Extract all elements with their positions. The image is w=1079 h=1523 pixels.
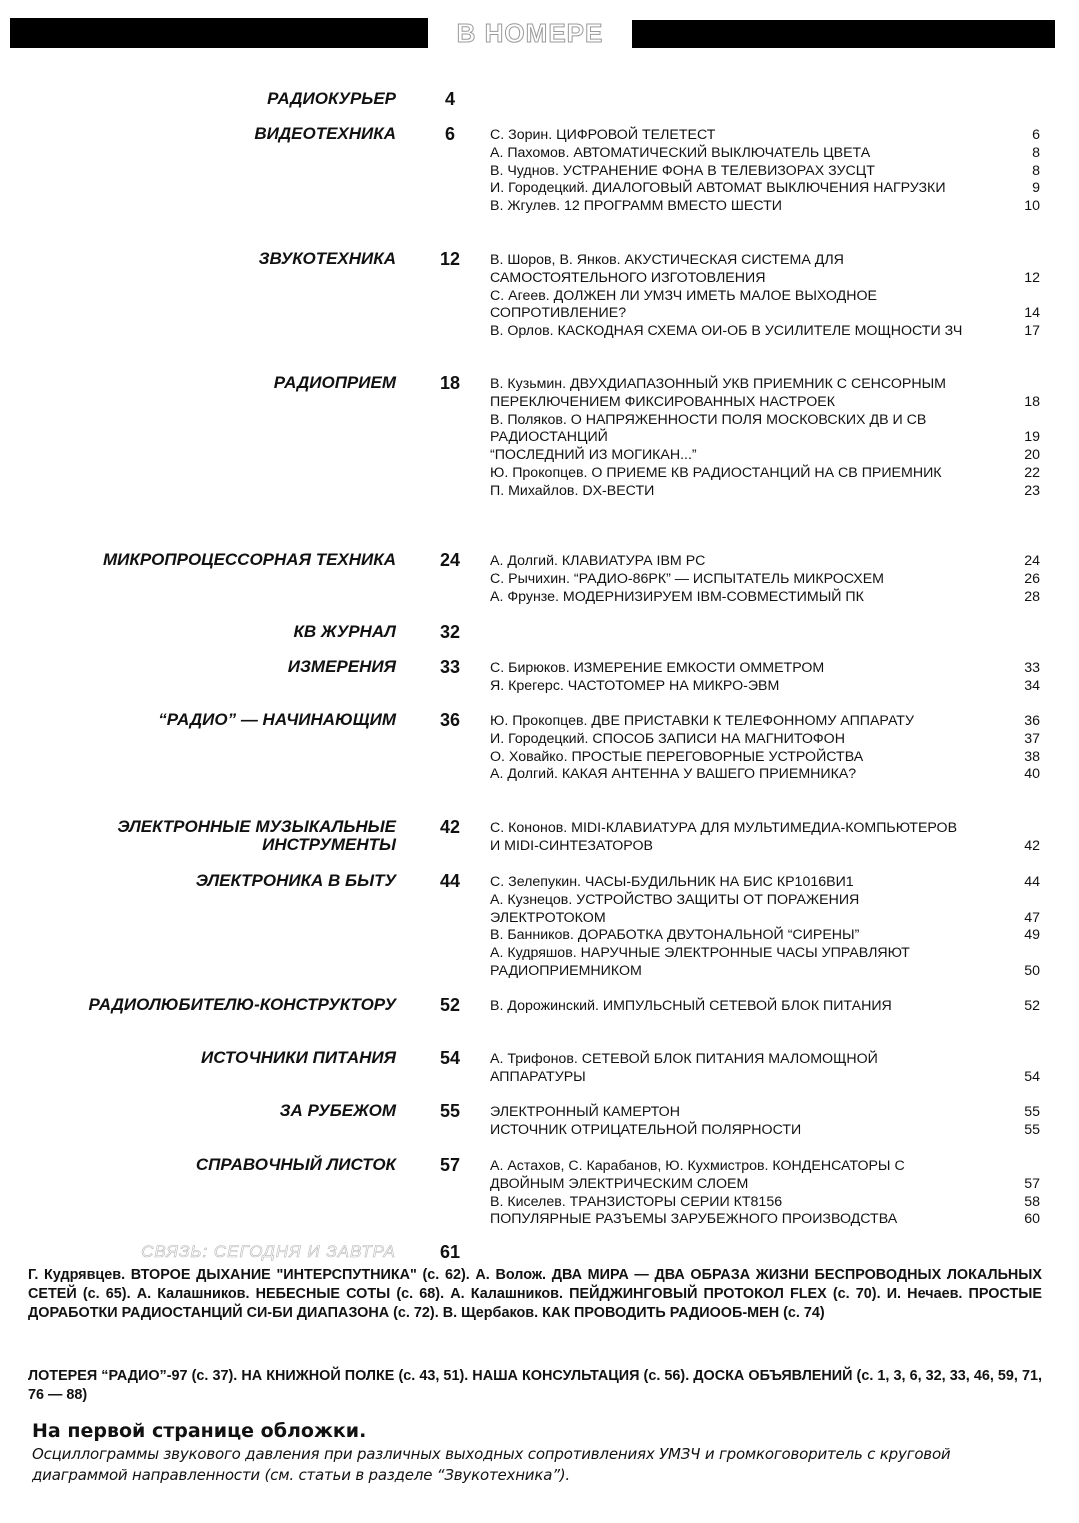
section-page: 4	[444, 89, 455, 109]
article-title: А. Долгий. КАКАЯ АНТЕННА У ВАШЕГО ПРИЕМНИКА?	[490, 766, 857, 783]
article-title: А. Пахомов. АВТОМАТИЧЕСКИЙ ВЫКЛЮЧАТЕЛЬ ЦВЕТА	[490, 144, 871, 161]
article-page: 6	[1032, 127, 1040, 143]
article-item[interactable]	[490, 571, 1040, 589]
article-title: В. Киселев. ТРАНЗИСТОРЫ СЕРИИ КТ8156	[490, 1193, 783, 1210]
article-page: 28	[1024, 588, 1040, 605]
article-item[interactable]	[490, 198, 1040, 216]
article-title: Я. Крегерс. ЧАСТОТОМЕР НА МИКРО-ЭВМ	[490, 677, 780, 694]
article-title: ЭЛЕКТРОННЫЙ КАМЕРТОН	[490, 1104, 680, 1120]
article-item[interactable]	[490, 892, 1040, 928]
section-page: 32	[439, 622, 461, 642]
article-page: 49	[1024, 927, 1040, 944]
article-title: А. Фрунзе. МОДЕРНИЗИРУЕМ IBM-СОВМЕСТИМЫЙ ПК	[490, 588, 864, 605]
article-page: 19	[1024, 429, 1040, 446]
article-item[interactable]	[490, 749, 1040, 767]
article-title: В. Жгулев. 12 ПРОГРАММ ВМЕСТО ШЕСТИ	[490, 198, 782, 215]
section-page: 12	[439, 249, 461, 269]
header-bar-left	[10, 18, 428, 48]
article-item[interactable]	[490, 553, 1040, 571]
article-list	[490, 127, 1040, 216]
article-list	[490, 1104, 1040, 1140]
article-page: 36	[1024, 713, 1040, 729]
article-list	[490, 874, 1040, 981]
section-name[interactable]: СВЯЗЬ: СЕГОДНЯ И ЗАВТРА	[141, 1242, 396, 1261]
article-item[interactable]	[490, 1122, 1040, 1140]
article-title: С. Рычихин. “РАДИО-86РК” — ИСПЫТАТЕЛЬ МИКРОСХЕМ	[490, 570, 884, 587]
article-page: 26	[1024, 570, 1040, 587]
article-list	[490, 1158, 1040, 1229]
article-item[interactable]	[490, 465, 1040, 483]
article-item[interactable]	[490, 1194, 1040, 1212]
article-title: И. Городецкий. СПОСОБ ЗАПИСИ НА МАГНИТОФОН	[490, 730, 845, 747]
article-page: 17	[1024, 323, 1040, 340]
article-title: С. Кононов. MIDI-КЛАВИАТУРА ДЛЯ МУЛЬТИМЕДИА-КОМПЬЮТЕРОВ И MIDI-СИНТЕЗАТОРОВ	[490, 820, 958, 854]
article-page: 55	[1024, 1104, 1040, 1120]
article-item[interactable]	[490, 252, 1040, 288]
article-page: 50	[1024, 962, 1040, 979]
article-title: С. Зорин. ЦИФРОВОЙ ТЕЛЕТЕСТ	[490, 127, 716, 143]
section-page: 36	[439, 710, 461, 730]
article-item[interactable]	[490, 127, 1040, 145]
article-page: 18	[1024, 393, 1040, 410]
article-title: С. Агеев. ДОЛЖЕН ЛИ УМЗЧ ИМЕТЬ МАЛОЕ ВЫХОДНОЕ СОПРОТИВЛЕНИЕ?	[490, 287, 877, 322]
article-title: С. Зелепукин. ЧАСЫ-БУДИЛЬНИК НА БИС КР1016ВИ1	[490, 874, 854, 890]
section-name[interactable]: КВ ЖУРНАЛ	[293, 622, 396, 641]
section-page: 33	[439, 657, 461, 677]
misc-rubrics: ЛОТЕРЕЯ “РАДИО”-97 (с. 37). НА КНИЖНОЙ ПОЛКЕ (с. 43, 51). НАША КОНСУЛЬТАЦИЯ (с. 56). ДОСКА ОБЪЯВЛЕНИЙ (с. 1, 3, 6, 32, 33, 46, 59, 71, 76 — 88)	[28, 1368, 1042, 1403]
article-list	[490, 820, 1040, 856]
article-title: О. Ховайко. ПРОСТЫЕ ПЕРЕГОВОРНЫЕ УСТРОЙСТВА	[490, 748, 864, 765]
article-item[interactable]	[490, 323, 1040, 341]
article-list	[490, 998, 1040, 1016]
section-page: 24	[439, 550, 461, 570]
article-page: 55	[1024, 1121, 1040, 1138]
article-title: В. Поляков. О НАПРЯЖЕННОСТИ ПОЛЯ МОСКОВСКИХ ДВ И СВ РАДИОСТАНЦИЙ	[490, 411, 927, 446]
cover-description: Осциллограммы звукового давления при различных выходных сопротивлениях УМЗЧ и громкоговоритель с круговой диаграммой направленности (см. статьи в разделе “Звукотехника”).	[32, 1445, 951, 1484]
article-page: 20	[1024, 447, 1040, 464]
section-page: 52	[439, 995, 461, 1015]
article-page: 42	[1024, 837, 1040, 854]
article-title: В. Чуднов. УСТРАНЕНИЕ ФОНА В ТЕЛЕВИЗОРАХ ЗУСЦТ	[490, 162, 875, 179]
section-page: 44	[439, 871, 461, 891]
article-item[interactable]	[490, 1211, 1040, 1229]
article-title: А. Долгий. КЛАВИАТУРА IBM PC	[490, 553, 706, 569]
article-page: 22	[1024, 464, 1040, 481]
article-title: В. Банников. ДОРАБОТКА ДВУТОНАЛЬНОЙ “СИРЕНЫ”	[490, 927, 860, 944]
article-page: 40	[1024, 766, 1040, 783]
article-title: ПОПУЛЯРНЫЕ РАЗЪЕМЫ ЗАРУБЕЖНОГО ПРОИЗВОДСТВА	[490, 1211, 898, 1228]
article-page: 12	[1024, 269, 1040, 286]
section-name[interactable]: МИКРОПРОЦЕССОРНАЯ ТЕХНИКА	[102, 550, 396, 569]
article-page: 34	[1024, 677, 1040, 694]
article-page: 8	[1032, 144, 1040, 161]
article-title: “ПОСЛЕДНИЙ ИЗ МОГИКАН...”	[490, 447, 697, 464]
article-page: 38	[1024, 748, 1040, 765]
section-page: 55	[439, 1101, 461, 1121]
article-item[interactable]	[490, 945, 1040, 981]
article-page: 60	[1024, 1211, 1040, 1228]
article-page: 52	[1024, 998, 1040, 1014]
article-page: 23	[1024, 482, 1040, 499]
article-title: А. Кузнецов. УСТРОЙСТВО ЗАЩИТЫ ОТ ПОРАЖЕНИЯ ЭЛЕКТРОТОКОМ	[490, 891, 860, 926]
article-title: В. Шоров, В. Янков. АКУСТИЧЕСКАЯ СИСТЕМА ДЛЯ САМОСТОЯТЕЛЬНОГО ИЗГОТОВЛЕНИЯ	[490, 252, 844, 286]
article-item[interactable]	[490, 731, 1040, 749]
section-page: 57	[439, 1155, 461, 1175]
page-title: В НОМЕРЕ	[456, 18, 604, 48]
article-list	[490, 553, 1040, 606]
page-header	[0, 18, 1079, 48]
article-page: 57	[1024, 1175, 1040, 1192]
article-item[interactable]	[490, 180, 1040, 198]
article-page: 33	[1024, 660, 1040, 676]
section-page: 61	[439, 1242, 461, 1262]
article-page: 14	[1024, 305, 1040, 322]
article-title: С. Бирюков. ИЗМЕРЕНИЕ ЕМКОСТИ ОММЕТРОМ	[490, 660, 825, 676]
article-title: А. Кудряшов. НАРУЧНЫЕ ЭЛЕКТРОННЫЕ ЧАСЫ УПРАВЛЯЮТ РАДИОПРИЕМНИКОМ	[490, 945, 910, 979]
section-name[interactable]: РАДИОПРИЕМ	[273, 373, 396, 392]
section-name[interactable]: СПРАВОЧНЫЙ ЛИСТОК	[195, 1155, 396, 1174]
section-name[interactable]: ИЗМЕРЕНИЯ	[287, 657, 396, 676]
article-title: В. Дорожинский. ИМПУЛЬСНЫЙ СЕТЕВОЙ БЛОК ПИТАНИЯ	[490, 998, 892, 1014]
article-item[interactable]	[490, 660, 1040, 678]
article-item[interactable]	[490, 589, 1040, 607]
article-title: В. Кузьмин. ДВУХДИАПАЗОННЫЙ УКВ ПРИЕМНИК С СЕНСОРНЫМ ПЕРЕКЛЮЧЕНИЕМ ФИКСИРОВАННЫХ НАСТРОЕК	[490, 376, 946, 410]
article-title: В. Орлов. КАСКОДНАЯ СХЕМА ОИ-ОБ В УСИЛИТЕЛЕ МОЩНОСТИ ЗЧ	[490, 323, 963, 340]
article-page: 44	[1024, 874, 1040, 890]
section-page: 18	[439, 373, 461, 393]
article-item[interactable]	[490, 678, 1040, 696]
section-name[interactable]: ЗА РУБЕЖОМ	[279, 1101, 396, 1120]
article-list	[490, 376, 1040, 501]
article-item[interactable]	[490, 447, 1040, 465]
article-item[interactable]	[490, 927, 1040, 945]
article-page: 37	[1024, 730, 1040, 747]
section-name[interactable]: ЭЛЕКТРОННЫЕ МУЗЫКАЛЬНЫЕ ИНСТРУМЕНТЫ	[117, 817, 396, 854]
section-name[interactable]: РАДИОЛЮБИТЕЛЮ-КОНСТРУКТОРУ	[88, 995, 396, 1014]
header-bar-right	[632, 20, 1055, 48]
article-list	[490, 1051, 1040, 1087]
article-item[interactable]	[490, 376, 1040, 412]
article-item[interactable]	[490, 1104, 1040, 1122]
article-list	[490, 713, 1040, 784]
article-page: 24	[1024, 553, 1040, 569]
article-title: Ю. Прокопцев. О ПРИЕМЕ КВ РАДИОСТАНЦИЙ НА СВ ПРИЕМНИК	[490, 464, 942, 481]
section-name[interactable]: “РАДИО” — НАЧИНАЮЩИМ	[158, 710, 396, 729]
article-page: 10	[1024, 198, 1040, 215]
article-item[interactable]	[490, 713, 1040, 731]
section-name[interactable]: ЗВУКОТЕХНИКА	[258, 249, 396, 268]
article-item[interactable]	[490, 145, 1040, 163]
article-title: Ю. Прокопцев. ДВЕ ПРИСТАВКИ К ТЕЛЕФОННОМУ АППАРАТУ	[490, 713, 914, 729]
section-name[interactable]: ЭЛЕКТРОНИКА В БЫТУ	[195, 871, 396, 890]
article-title: И. Городецкий. ДИАЛОГОВЫЙ АВТОМАТ ВЫКЛЮЧЕНИЯ НАГРУЗКИ	[490, 180, 946, 197]
article-title: А. Трифонов. СЕТЕВОЙ БЛОК ПИТАНИЯ МАЛОМОЩНОЙ АППАРАТУРЫ	[490, 1051, 878, 1085]
article-item[interactable]	[490, 998, 1040, 1016]
article-item[interactable]	[490, 820, 1040, 856]
article-item[interactable]	[490, 1051, 1040, 1087]
article-list	[490, 660, 1040, 696]
article-title: ИСТОЧНИК ОТРИЦАТЕЛЬНОЙ ПОЛЯРНОСТИ	[490, 1121, 802, 1138]
article-item[interactable]	[490, 412, 1040, 448]
article-item[interactable]	[490, 163, 1040, 181]
cover-title: На первой странице обложки.	[32, 1420, 367, 1442]
article-title: А. Астахов, С. Карабанов, Ю. Кухмистров. КОНДЕНСАТОРЫ С ДВОЙНЫМ ЭЛЕКТРИЧЕСКИМ СЛОЕМ	[490, 1158, 905, 1192]
article-title: П. Михайлов. DX-ВЕСТИ	[490, 482, 655, 499]
article-page: 58	[1024, 1193, 1040, 1210]
article-page: 47	[1024, 909, 1040, 926]
svyaz-articles: Г. Кудрявцев. ВТОРОЕ ДЫХАНИЕ "ИНТЕРСПУТНИКА" (с. 62). А. Волож. ДВА МИРА — ДВА ОБРАЗА ЖИЗНИ БЕСПРОВОДНЫХ ЛОКАЛЬНЫХ СЕТЕЙ (с. 65). А. Калашников. НЕБЕСНЫЕ СОТЫ (с. 68). А. Калашников. ПЕЙДЖИНГОВЫЙ ПРОТОКОЛ FLEX (с. 70). И. Нечаев. ПРОСТЫЕ ДОРАБОТКИ РАДИОСТАНЦИЙ СИ-БИ ДИАПАЗОНА (с. 72). В. Щербаков. КАК ПРОВОДИТЬ РАДИООБ-МЕН (с. 74)	[28, 1267, 1042, 1321]
article-item[interactable]	[490, 1158, 1040, 1194]
article-item[interactable]	[490, 483, 1040, 501]
article-item[interactable]	[490, 766, 1040, 784]
section-name[interactable]: РАДИОКУРЬЕР	[267, 89, 396, 108]
article-page: 9	[1032, 180, 1040, 197]
article-item[interactable]	[490, 874, 1040, 892]
section-name[interactable]: ВИДЕОТЕХНИКА	[254, 124, 396, 143]
section-page: 54	[439, 1048, 461, 1068]
article-list	[490, 252, 1040, 341]
section-name[interactable]: ИСТОЧНИКИ ПИТАНИЯ	[201, 1048, 396, 1067]
section-page: 6	[444, 124, 455, 144]
article-item[interactable]	[490, 288, 1040, 324]
section-page: 42	[439, 817, 461, 837]
article-page: 54	[1024, 1068, 1040, 1085]
article-page: 8	[1032, 162, 1040, 179]
